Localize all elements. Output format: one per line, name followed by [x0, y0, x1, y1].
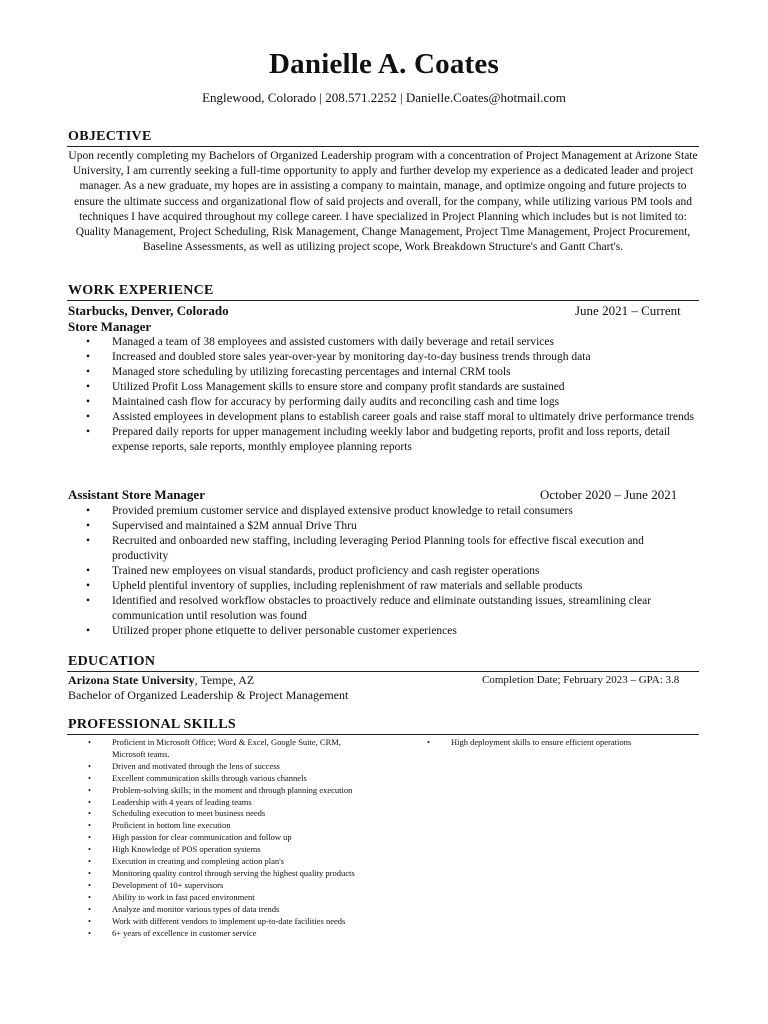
section-divider [67, 671, 699, 672]
job-bullet: • Managed a team of 38 employees and assisted customers with daily beverage and retail services [86, 335, 698, 350]
job-bullet: • Maintained cash flow for accuracy by performing daily audits and reconciling cash and time logs [86, 395, 698, 410]
job-dates: October 2020 – June 2021 [540, 487, 678, 502]
job-bullet: • Prepared daily reports for upper management including weekly labor and budgeting reports, profit and loss reports, detail expense reports, sale reports, monthly employee planning reports [86, 425, 698, 455]
job-bullet: • Assisted employees in development plans to establish career goals and raise staff moral to ultimately drive performance trends [86, 410, 698, 425]
contact-info: Englewood, Colorado | 208.571.2252 | Danielle.Coates@hotmail.com [202, 90, 566, 105]
job-bullet: • Utilized proper phone etiquette to deliver personable customer experiences [86, 624, 698, 639]
job-bullet: • Provided premium customer service and displayed extensive product knowledge to retail consumers [86, 504, 698, 519]
skill-item: • Proficient in Microsoft Office; Word & Excel, Google Suite, CRM, Microsoft teams. [88, 737, 363, 761]
skill-item: • High deployment skills to ensure efficient operations [427, 737, 697, 749]
job-bullet: • Increased and doubled store sales year-over-year by monitoring day-to-day business trends through data [86, 350, 698, 365]
candidate-name: Danielle A. Coates [269, 48, 499, 80]
employer-name: Starbucks, Denver, Colorado [68, 303, 229, 318]
skill-item: • Analyze and monitor various types of data trends [88, 904, 363, 916]
section-title-objective: OBJECTIVE [68, 129, 152, 144]
school-name: Arizona State University [68, 673, 195, 687]
school-location: , Tempe, AZ [194, 673, 255, 687]
job-dates: June 2021 – Current [575, 303, 681, 318]
degree: Bachelor of Organized Leadership & Project Management [68, 688, 349, 702]
skill-item: • Work with different vendors to implement up-to-date facilities needs [88, 916, 363, 928]
skill-item: • Execution in creating and completing action plan's [88, 856, 363, 868]
skill-item: • Monitoring quality control through serving the highest quality products [88, 868, 363, 880]
job-bullet: • Utilized Profit Loss Management skills to ensure store and company profit standards are sustained [86, 380, 698, 395]
job-bullet-list [86, 504, 698, 639]
section-title-professional-skills: PROFESSIONAL SKILLS [68, 717, 236, 732]
skill-item: • Scheduling execution to meet business needs [88, 808, 363, 820]
job-bullet: • Trained new employees on visual standards, product proficiency and cash register operations [86, 564, 698, 579]
job-bullet-list [86, 335, 698, 455]
job-title: Store Manager [68, 319, 152, 334]
skill-item: • High Knowledge of POS operation systems [88, 844, 363, 856]
job-bullet: • Recruited and onboarded new staffing, including leveraging Period Planning tools for effective fiscal execution and productivity [86, 534, 698, 564]
skill-item: • Proficient in bottom line execution [88, 820, 363, 832]
section-divider [67, 146, 699, 147]
school-line [68, 673, 254, 688]
skill-item: • High passion for clear communication and follow up [88, 832, 363, 844]
objective-text: Upon recently completing my Bachelors of Organized Leadership program with a concentration of Project Management at Arizone State University, I am currently seeking a full-time opportunity to apply and further develop my experience as a dedicated leader and project manager. As a new graduate, my hopes are in assisting a company to maintain, manage, and optimize ongoing and future projects to ensure the ultimate success and organizational flow of said projects and overall, for the company, while utilizing various PM tools and techniques I have acquired throughout my college career. I have specialized in Project Planning which includes but is not limited to: Quality Management, Project Scheduling, Risk Management, Change Management, Project Time Management, Project Procurement, Baseline Assessments, as well as utilizing project scope, Work Breakdown Structure's and Gantt Chart's. [68, 150, 698, 254]
skill-item: • Excellent communication skills through various channels [88, 773, 363, 785]
section-title-work-experience: WORK EXPERIENCE [68, 283, 214, 298]
section-divider [67, 300, 699, 301]
section-title-education: EDUCATION [68, 654, 156, 669]
skill-item: • Ability to work in fast paced environment [88, 892, 363, 904]
skill-item: • 6+ years of excellence in customer service [88, 928, 363, 940]
skill-item: • Driven and motivated through the lens of success [88, 761, 363, 773]
job-bullet: • Upheld plentiful inventory of supplies, including replenishment of raw materials and sellable products [86, 579, 698, 594]
section-divider [67, 734, 699, 735]
job-title: Assistant Store Manager [68, 487, 205, 502]
skill-item: • Leadership with 4 years of leading teams [88, 797, 363, 809]
job-bullet: • Supervised and maintained a $2M annual Drive Thru [86, 519, 698, 534]
skills-list-left [88, 737, 363, 939]
skill-item: • Problem-solving skills; in the moment and through planning execution [88, 785, 363, 797]
skill-item: • Development of 10+ supervisors [88, 880, 363, 892]
job-bullet: • Identified and resolved workflow obstacles to proactively reduce and eliminate outstanding issues, streamlining clear communication until resolution was found [86, 594, 698, 624]
completion-date: Completion Date; February 2023 – GPA: 3.8 [482, 674, 680, 686]
job-bullet: • Managed store scheduling by utilizing forecasting percentages and internal CRM tools [86, 365, 698, 380]
skills-list-right [427, 737, 697, 749]
